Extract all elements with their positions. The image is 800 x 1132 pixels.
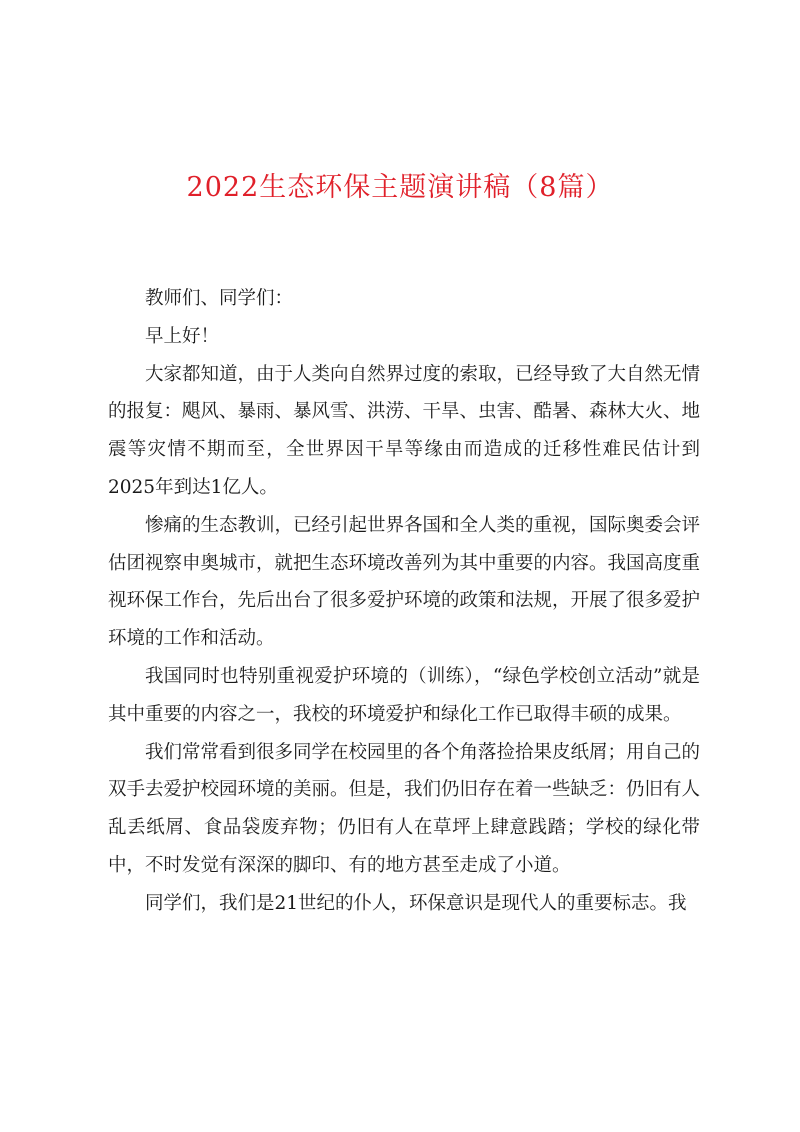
paragraph-morning: 早上好！ xyxy=(145,325,220,347)
paragraph-greeting: 教师们、同学们： xyxy=(145,288,294,309)
paragraph: 惨痛的生态教训，已经引起世界各国和全人类的重视，国际奥委会评估团视察申奥城市，就把生态环境改善列为其中重要的内容。我国高度重视环保工作台，先后出台了很多爱护环境的政策和法规，开展了很多爱护环境的工作和活动。 xyxy=(108,514,701,650)
paragraph: 我国同时也特别重视爱护环境的（训练），“绿色学校创立活动”就是其中重要的内容之一，我校的环境爱护和绿化工作已取得丰硕的成果。 xyxy=(108,665,700,725)
paragraph: 我们常常看到很多同学在校园里的各个角落捡拾果皮纸屑；用自己的双手去爱护校园环境的美丽。但是，我们仍旧存在着一些缺乏：仍旧有人乱丢纸屑、食品袋废弃物；仍旧有人在草坪上肆意践踏；学校的绿化带中，不时发觉有深深的脚印、有的地方甚至走成了小道。 xyxy=(108,741,701,876)
document-title: 2022生态环保主题演讲稿（8篇） xyxy=(186,172,614,203)
paragraph: 大家都知道，由于人类向自然界过度的索取，已经导致了大自然无情的报复：飓风、暴雨、暴风雪、洪涝、干旱、虫害、酷暑、森林大火、地震等灾情不期而至，全世界因干旱等缘由而造成的迁移性难民估计到2025年到达1亿人。 xyxy=(108,363,701,498)
paragraph: 同学们，我们是21世纪的仆人，环保意识是现代人的重要标志。我 xyxy=(145,892,687,914)
document-body xyxy=(108,280,700,923)
